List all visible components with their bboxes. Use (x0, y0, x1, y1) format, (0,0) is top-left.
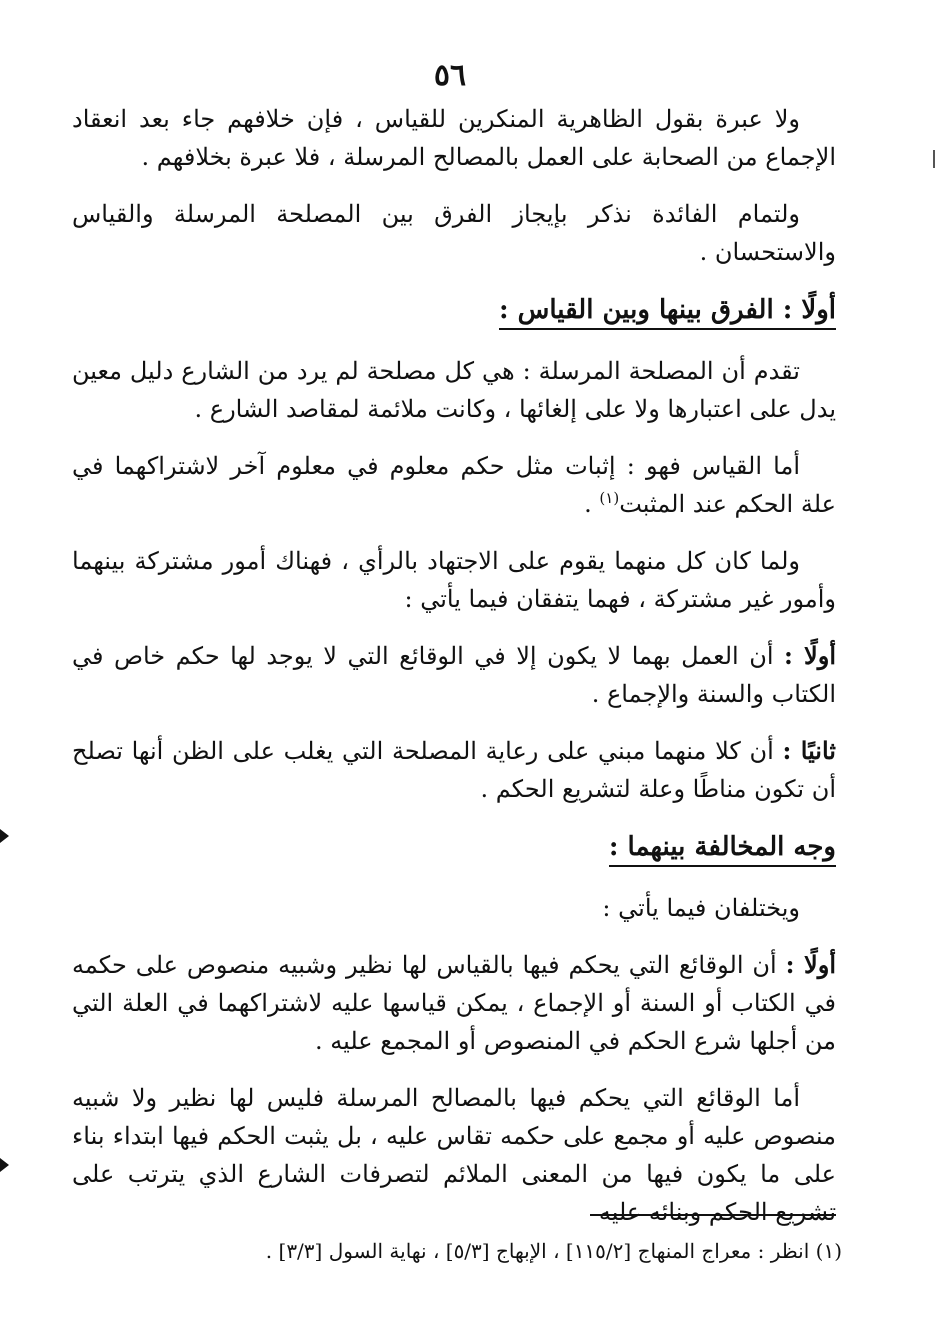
heading-text: وجه المخالفة بينهما : (609, 832, 836, 867)
scan-margin-arrow-icon (0, 829, 9, 843)
agreement-first-text: أن العمل بهما لا يكون إلا في الوقائع التي لا يوجد لها حكم خاص في الكتاب والسنة والإجماع . (72, 642, 836, 708)
qiyas-definition-text: أما القياس فهو : إثبات مثل حكم معلوم في معلوم آخر لاشتراكهما في علة الحكم عند المثبت (72, 452, 836, 518)
difference-first-lead: أولًا : (785, 950, 836, 979)
paragraph-difference-first (72, 946, 836, 1060)
agreement-first-lead: أولًا : (783, 641, 836, 670)
agreement-second-lead: ثانيًا : (782, 736, 836, 765)
footnote-reference: (١) (599, 489, 620, 507)
paragraph-maslaha-cases: أما الوقائع التي يحكم فيها بالمصالح المرسلة فليس لها نظير ولا شبيه منصوص عليه أو مجمع على حكمه تقاس عليه ، بل يثبت الحكم فيها ابتداء بناء على ما يكون فيها من المعنى الملائم لتصرفات الشارع الذي يترتب على تشريع الحكم وبنائه عليه (72, 1084, 836, 1226)
scan-margin-arrow-icon (0, 1158, 9, 1172)
section-heading-differences (72, 827, 836, 867)
main-text (72, 100, 836, 1250)
page-number: ٥٦ (433, 58, 467, 93)
difference-first-text: أن الوقائع التي يحكم فيها بالقياس لها نظير وشبيه منصوص على حكمه في الكتاب أو السنة أو الإجماع ، يمكن قياسها عليه لاشتراكهما في العلة التي من أجلها شرع الحكم في المنصوص أو المجمع عليه . (72, 951, 836, 1055)
paragraph-intro-differences: ولتمام الفائدة نذكر بإيجاز الفرق بين المصلحة المرسلة والقياس والاستحسان . (72, 200, 836, 266)
footnote: (١) انظر : معراج المنهاج [١١٥/٢] ، الإبهاج [٥/٣] ، نهاية السول [٣/٣] . (265, 1239, 842, 1263)
paragraph-differ-intro: ويختلفان فيما يأتي : (602, 894, 800, 922)
paragraph-qiyas-definition (72, 447, 836, 523)
paragraph-agreement-first (72, 637, 836, 713)
footnote-divider (590, 1214, 836, 1216)
section-heading-difference-qiyas (72, 290, 836, 330)
paragraph-maslaha-definition: تقدم أن المصلحة المرسلة : هي كل مصلحة لم يرد من الشارع دليل معين يدل على اعتبارها ولا على إلغائها ، وكانت ملائمة لمقاصد الشارع . (72, 357, 836, 423)
paragraph-shared-matters: ولما كان كل منهما يقوم على الاجتهاد بالرأي ، فهناك أمور مشتركة بينهما وأمور غير مشتركة ، فهما يتفقان فيما يأتي : (72, 547, 836, 613)
heading-text: أولًا : الفرق بينها وبين القياس : (499, 295, 836, 330)
paragraph-agreement-second (72, 732, 836, 808)
paragraph-zahiriyya: ولا عبرة بقول الظاهرية المنكرين للقياس ، فإن خلافهم جاء بعد انعقاد الإجماع من الصحابة على العمل بالمصالح المرسلة ، فلا عبرة بخلافهم . (72, 105, 836, 171)
scan-edge-mark (933, 150, 935, 168)
qiyas-definition-end: . (584, 490, 600, 518)
agreement-second-text: أن كلا منهما مبني على رعاية المصلحة التي يغلب على الظن أنها تصلح أن تكون مناطًا وعلة لتشريع الحكم . (72, 737, 836, 803)
